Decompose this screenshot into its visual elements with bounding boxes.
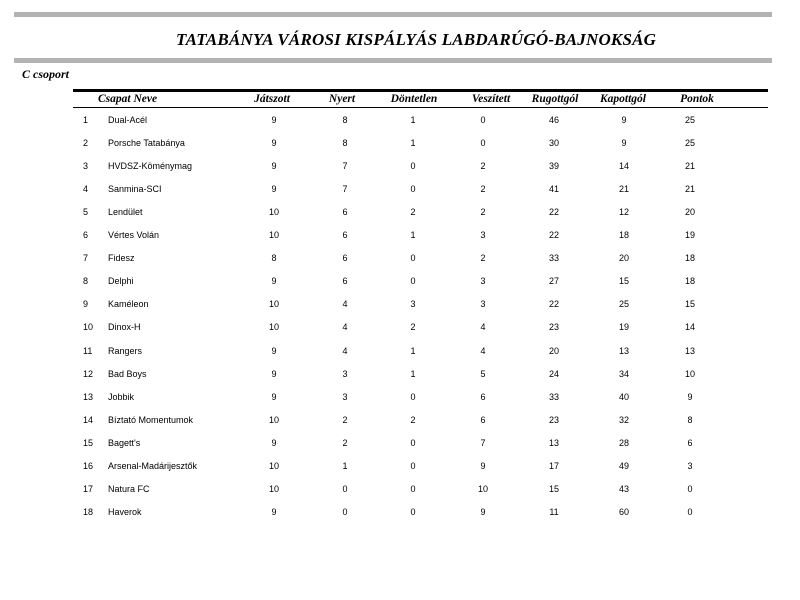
- goals-for-cell: 30: [548, 138, 560, 149]
- rank-cell: 14: [83, 414, 94, 425]
- goals-for-cell: 13: [548, 437, 560, 448]
- points-cell: 14: [684, 322, 696, 333]
- drawn-cell: 0: [410, 391, 416, 402]
- team-name-cell: Delphi: [108, 276, 134, 287]
- goals-against-cell: 15: [618, 276, 630, 287]
- lost-cell: 4: [480, 322, 486, 333]
- table-row: [0, 253, 800, 276]
- goals-for-cell: 23: [548, 414, 560, 425]
- lost-cell: 2: [480, 253, 486, 264]
- table-row: [0, 484, 800, 507]
- rank-cell: 10: [83, 322, 94, 333]
- goals-against-cell: 49: [618, 460, 630, 471]
- goals-for-cell: 15: [548, 483, 560, 494]
- page-title: TATABÁNYA VÁROSI KISPÁLYÁS LABDARÚGÓ-BAJNOKSÁG: [176, 30, 657, 49]
- table-header-row: [0, 92, 800, 107]
- goals-against-cell: 19: [618, 322, 630, 333]
- goals-for-cell: 27: [548, 276, 560, 287]
- goals-against-cell: 25: [618, 299, 630, 310]
- points-cell: 18: [684, 253, 696, 264]
- header-team-name: Csapat Neve: [98, 93, 158, 105]
- drawn-cell: 0: [410, 437, 416, 448]
- lost-cell: 6: [480, 391, 486, 402]
- header-won: Nyert: [328, 93, 356, 105]
- drawn-cell: 2: [410, 207, 416, 218]
- points-cell: 21: [684, 184, 696, 195]
- played-cell: 10: [268, 299, 280, 310]
- drawn-cell: 3: [410, 299, 416, 310]
- played-cell: 9: [271, 138, 277, 149]
- goals-against-cell: 20: [618, 253, 630, 264]
- won-cell: 0: [342, 483, 348, 494]
- team-name-cell: Lendület: [108, 207, 143, 218]
- table-row: [0, 184, 800, 207]
- header-goals-for: Rugottgól: [531, 93, 579, 105]
- won-cell: 7: [342, 184, 348, 195]
- lost-cell: 5: [480, 368, 486, 379]
- drawn-cell: 1: [410, 138, 416, 149]
- goals-for-cell: 22: [548, 207, 560, 218]
- team-name-cell: Jobbik: [108, 391, 135, 402]
- played-cell: 9: [271, 161, 277, 172]
- rank-cell: 8: [83, 276, 89, 287]
- team-name-cell: Dinox-H: [108, 322, 141, 333]
- team-name-cell: Bad Boys: [108, 368, 147, 379]
- played-cell: 10: [268, 207, 280, 218]
- goals-against-cell: 40: [618, 391, 630, 402]
- rank-cell: 15: [83, 437, 94, 448]
- team-name-cell: Natura FC: [108, 483, 150, 494]
- goals-for-cell: 11: [549, 506, 559, 517]
- played-cell: 9: [271, 345, 277, 356]
- points-cell: 10: [684, 368, 696, 379]
- goals-against-cell: 18: [618, 230, 630, 241]
- header-drawn: Döntetlen: [390, 93, 438, 105]
- rank-cell: 16: [83, 460, 94, 471]
- goals-for-cell: 39: [548, 161, 560, 172]
- team-name-cell: Vértes Volán: [108, 230, 160, 241]
- points-cell: 18: [684, 276, 696, 287]
- table-header-rule: [73, 107, 768, 108]
- rank-cell: 11: [83, 345, 93, 356]
- points-cell: 13: [684, 345, 696, 356]
- played-cell: 9: [271, 115, 277, 125]
- rank-cell: 4: [83, 184, 89, 195]
- lost-cell: 2: [480, 207, 486, 218]
- table-row: [0, 369, 800, 392]
- goals-against-cell: 28: [618, 437, 630, 448]
- goals-against-cell: 21: [618, 184, 630, 195]
- won-cell: 6: [342, 276, 348, 287]
- points-cell: 0: [687, 483, 693, 494]
- drawn-cell: 1: [410, 368, 416, 379]
- title-rule: [14, 58, 772, 63]
- goals-for-cell: 22: [548, 230, 560, 241]
- won-cell: 6: [342, 207, 348, 218]
- header-points: Pontok: [680, 93, 714, 105]
- won-cell: 3: [342, 368, 348, 379]
- won-cell: 4: [342, 299, 348, 310]
- won-cell: 8: [342, 138, 348, 149]
- played-cell: 10: [268, 414, 280, 425]
- lost-cell: 6: [480, 414, 486, 425]
- won-cell: 4: [342, 345, 348, 356]
- table-row: [0, 392, 800, 415]
- played-cell: 10: [268, 483, 280, 494]
- lost-cell: 3: [480, 230, 486, 241]
- rank-cell: 17: [83, 483, 94, 494]
- goals-against-cell: 60: [618, 506, 630, 517]
- played-cell: 10: [268, 230, 280, 241]
- team-name-cell: Kaméleon: [108, 299, 149, 310]
- won-cell: 1: [342, 460, 348, 471]
- points-cell: 25: [684, 138, 696, 149]
- team-name-cell: Fidesz: [108, 253, 135, 264]
- drawn-cell: 2: [410, 322, 416, 333]
- goals-for-cell: 41: [548, 184, 560, 195]
- played-cell: 9: [271, 184, 277, 195]
- drawn-cell: 0: [410, 276, 416, 287]
- table-row: [0, 346, 800, 369]
- team-name-cell: Porsche Tatabánya: [108, 138, 185, 149]
- top-rule: [14, 12, 772, 17]
- rank-cell: 18: [83, 506, 94, 517]
- points-cell: 15: [684, 299, 696, 310]
- played-cell: 9: [271, 391, 277, 402]
- table-row: [0, 507, 800, 530]
- goals-for-cell: 24: [548, 368, 560, 379]
- rank-cell: 7: [83, 253, 89, 264]
- header-played: Játszott: [254, 93, 290, 105]
- table-row: [0, 415, 800, 438]
- drawn-cell: 1: [410, 345, 416, 356]
- table-row: [0, 138, 800, 161]
- goals-for-cell: 22: [548, 299, 560, 310]
- drawn-cell: 0: [410, 506, 416, 517]
- points-cell: 21: [684, 161, 696, 172]
- lost-cell: 0: [480, 115, 486, 125]
- team-name-cell: Sanmina-SCI: [108, 184, 162, 195]
- lost-cell: 3: [480, 276, 486, 287]
- played-cell: 9: [271, 437, 277, 448]
- drawn-cell: 2: [410, 414, 416, 425]
- goals-for-cell: 46: [548, 115, 560, 125]
- rank-cell: 9: [83, 299, 89, 310]
- team-name-cell: Arsenal-Madárijesztők: [108, 460, 198, 471]
- table-row: [0, 276, 800, 299]
- drawn-cell: 1: [410, 230, 416, 241]
- points-cell: 6: [687, 437, 693, 448]
- group-label: C csoport: [22, 67, 70, 81]
- goals-against-cell: 14: [618, 161, 630, 172]
- points-cell: 0: [687, 506, 693, 517]
- goals-for-cell: 33: [548, 391, 560, 402]
- won-cell: 3: [342, 391, 348, 402]
- won-cell: 4: [342, 322, 348, 333]
- points-cell: 8: [687, 414, 693, 425]
- goals-against-cell: 32: [618, 414, 630, 425]
- played-cell: 9: [271, 276, 277, 287]
- table-row: [0, 438, 800, 461]
- points-cell: 25: [684, 115, 696, 125]
- drawn-cell: 1: [410, 115, 416, 125]
- table-row: [0, 299, 800, 322]
- header-lost: Veszített: [471, 93, 511, 105]
- lost-cell: 3: [480, 299, 486, 310]
- points-cell: 20: [684, 207, 696, 218]
- team-name-cell: Dual-Acél: [108, 115, 148, 125]
- goals-for-cell: 33: [548, 253, 560, 264]
- team-name-cell: Bíztató Momentumok: [108, 414, 194, 425]
- played-cell: 10: [268, 460, 280, 471]
- drawn-cell: 0: [410, 253, 416, 264]
- won-cell: 6: [342, 253, 348, 264]
- lost-cell: 10: [477, 483, 489, 494]
- goals-for-cell: 23: [548, 322, 560, 333]
- won-cell: 0: [342, 506, 348, 517]
- team-name-cell: Bagett's: [108, 437, 141, 448]
- goals-against-cell: 9: [621, 115, 627, 125]
- drawn-cell: 0: [410, 460, 416, 471]
- team-name-cell: HVDSZ-Köménymag: [108, 161, 193, 172]
- won-cell: 8: [342, 115, 348, 125]
- goals-against-cell: 43: [618, 483, 630, 494]
- table-row: [0, 322, 800, 345]
- table-row: [0, 115, 800, 138]
- goals-against-cell: 34: [618, 368, 630, 379]
- drawn-cell: 0: [410, 483, 416, 494]
- goals-for-cell: 17: [548, 460, 560, 471]
- rank-cell: 5: [83, 207, 89, 218]
- lost-cell: 2: [480, 161, 486, 172]
- header-goals-against: Kapottgól: [599, 93, 647, 105]
- rank-cell: 6: [83, 230, 89, 241]
- played-cell: 10: [268, 322, 280, 333]
- team-name-cell: Haverok: [108, 506, 142, 517]
- played-cell: 9: [271, 506, 277, 517]
- lost-cell: 7: [480, 437, 486, 448]
- lost-cell: 4: [480, 345, 486, 356]
- rank-cell: 1: [83, 115, 89, 125]
- rank-cell: 2: [83, 138, 89, 149]
- drawn-cell: 0: [410, 161, 416, 172]
- points-cell: 19: [684, 230, 696, 241]
- table-row: [0, 230, 800, 253]
- goals-against-cell: 13: [618, 345, 630, 356]
- drawn-cell: 0: [410, 184, 416, 195]
- rank-cell: 3: [83, 161, 89, 172]
- lost-cell: 0: [480, 138, 486, 149]
- team-name-cell: Rangers: [108, 345, 143, 356]
- played-cell: 9: [271, 368, 277, 379]
- table-row: [0, 207, 800, 230]
- points-cell: 3: [687, 460, 693, 471]
- lost-cell: 9: [480, 506, 486, 517]
- goals-against-cell: 12: [618, 207, 630, 218]
- table-row: [0, 161, 800, 184]
- goals-for-cell: 20: [548, 345, 560, 356]
- won-cell: 7: [342, 161, 348, 172]
- lost-cell: 2: [480, 184, 486, 195]
- goals-against-cell: 9: [621, 138, 627, 149]
- played-cell: 8: [271, 253, 277, 264]
- won-cell: 2: [342, 437, 348, 448]
- won-cell: 6: [342, 230, 348, 241]
- lost-cell: 9: [480, 460, 486, 471]
- won-cell: 2: [342, 414, 348, 425]
- table-row: [0, 461, 800, 484]
- rank-cell: 12: [83, 368, 94, 379]
- points-cell: 9: [687, 391, 693, 402]
- rank-cell: 13: [83, 391, 94, 402]
